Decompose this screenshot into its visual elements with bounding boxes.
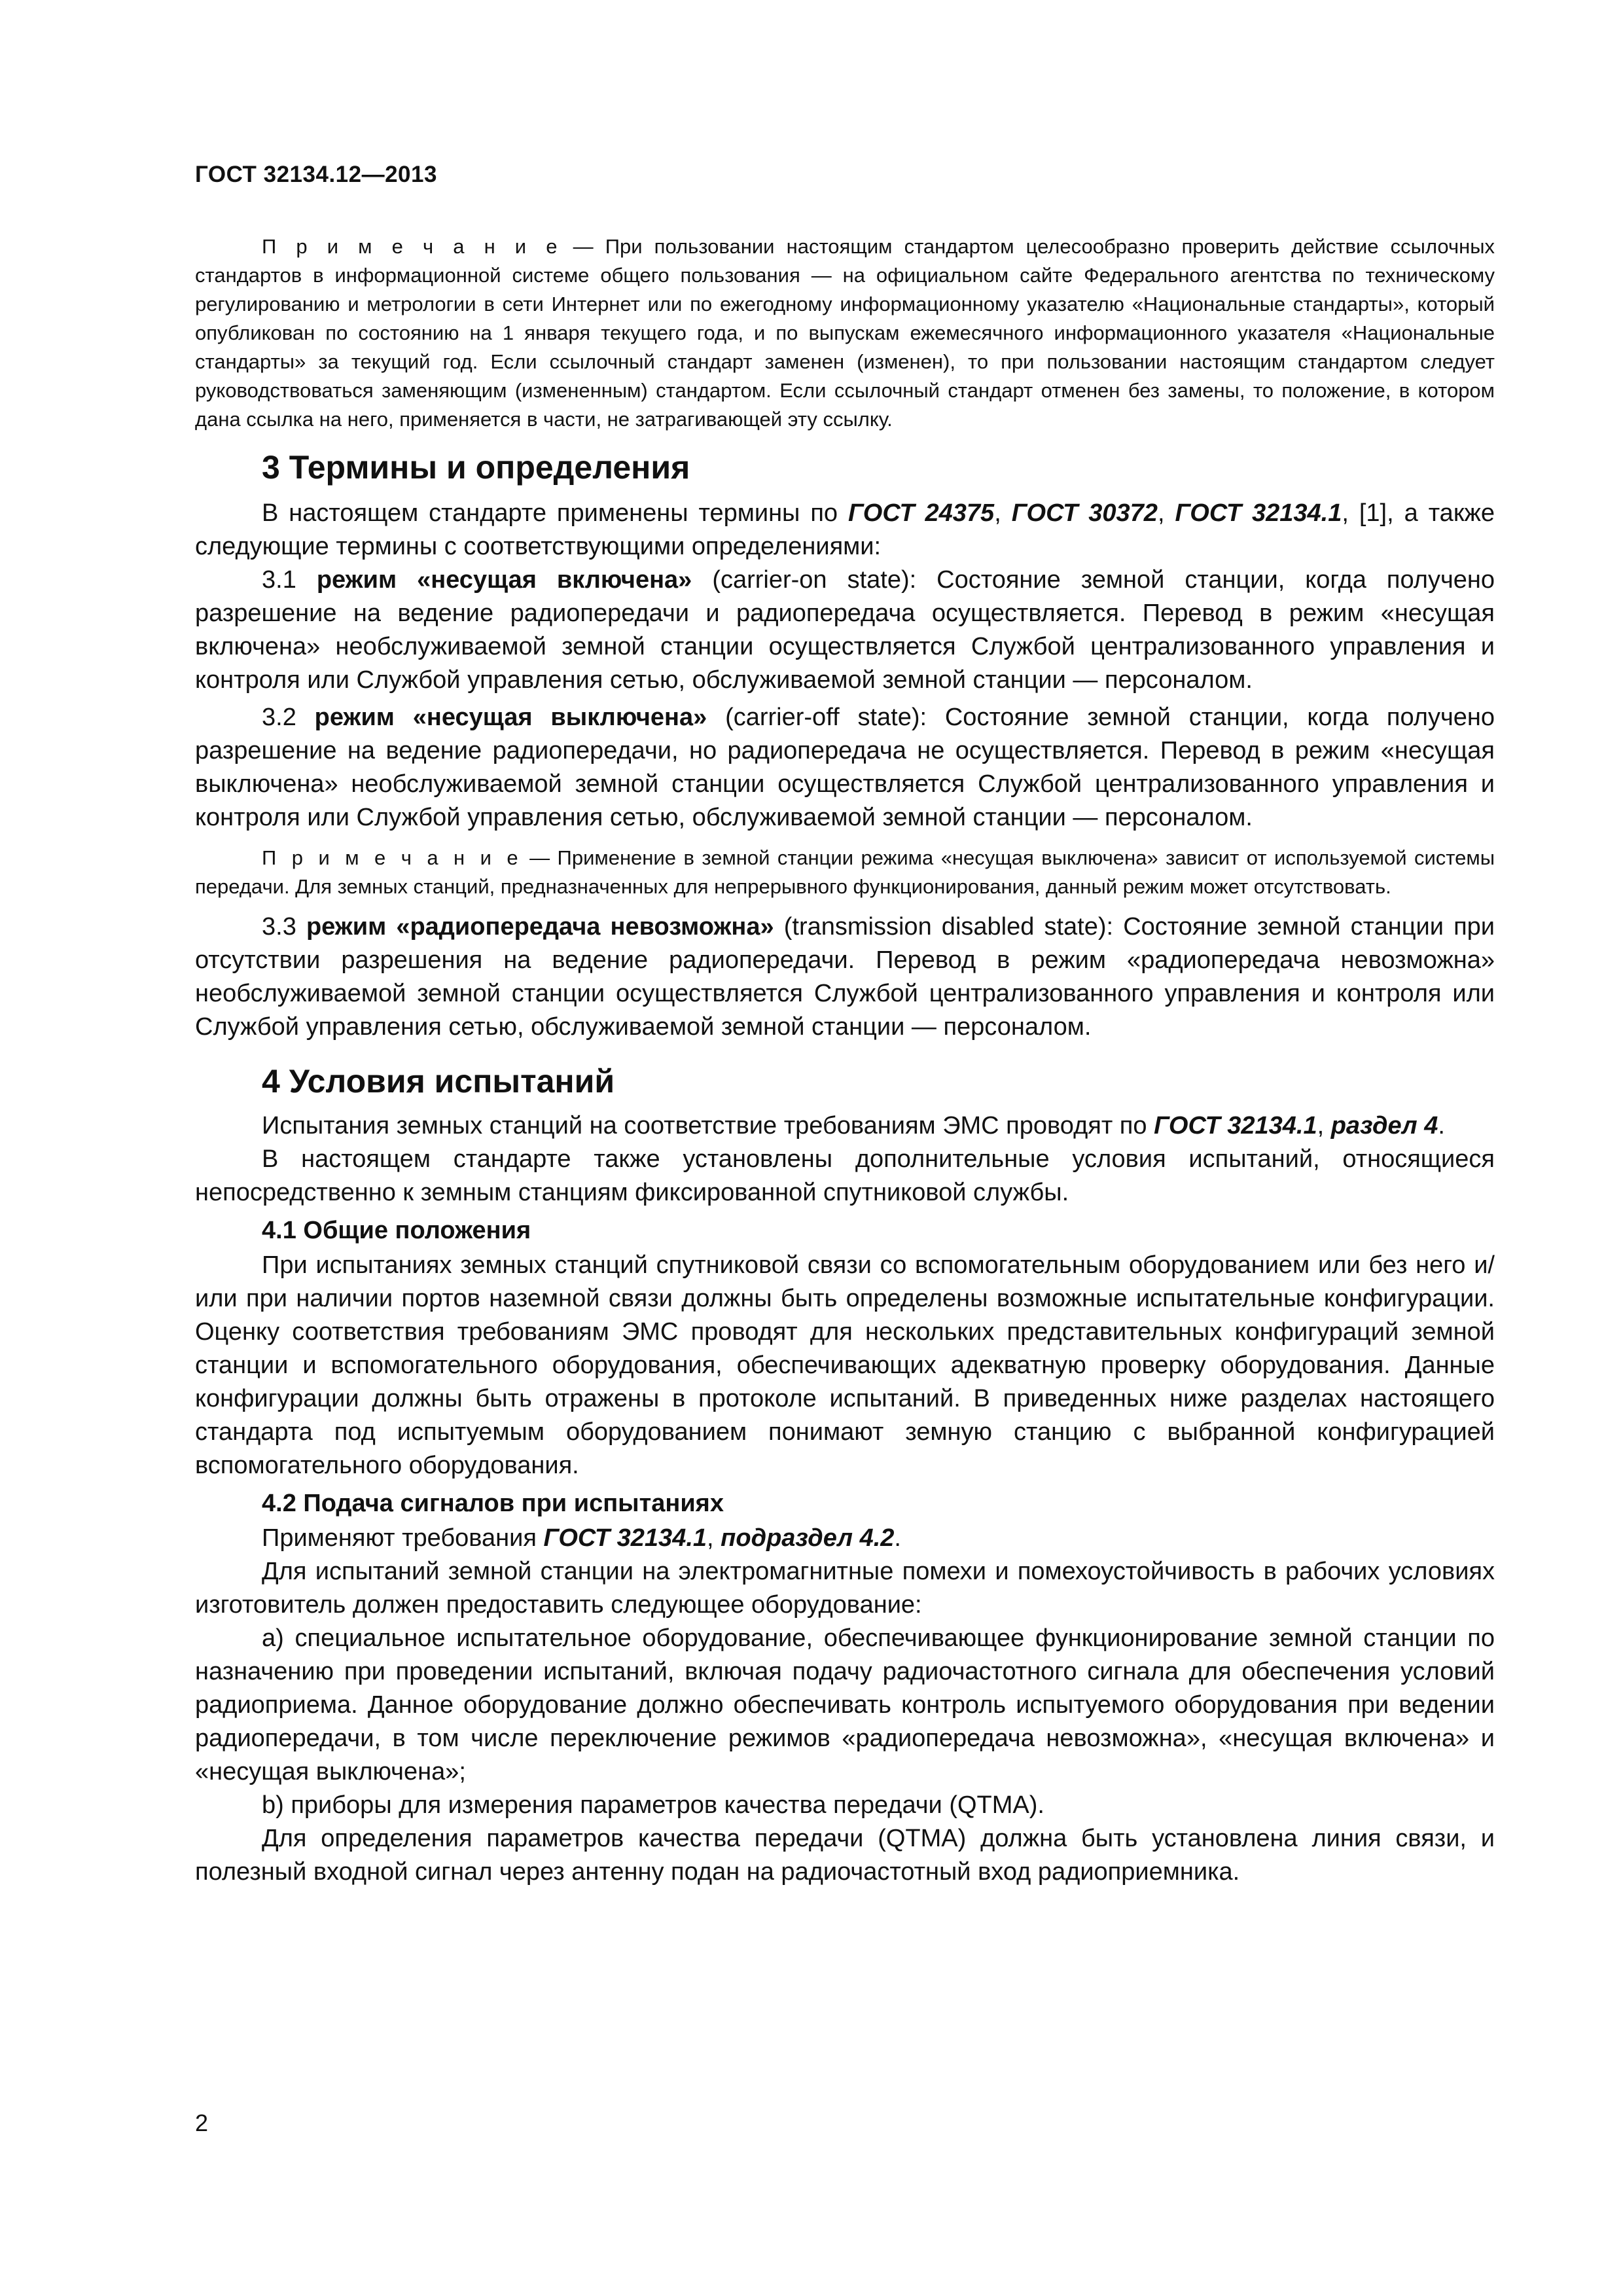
term-definition: (transmission disabled state): Состояние земной станции при отсутствии разрешения на ведение радиопередачи. Перевод в режим «радиопередача невозможна» необслуживаемой земной станции осуществляется Службой централизованного управления и контроля или Службой управления сетью, обслуживаемой земной станции — персоналом. [195,913,1495,1041]
term-note [195,844,1495,901]
ref-gost-24375: ГОСТ 24375 [847,499,995,527]
separator: , [994,499,1012,527]
document-header: ГОСТ 32134.12—2013 [195,162,437,187]
ref-gost-32134-1: ГОСТ 32134.1 [1175,499,1342,527]
term-number: 3.2 [262,704,315,731]
intro-text-end: . [1438,1112,1445,1139]
ref-subsection-4-2: подраздел 4.2 [721,1524,895,1552]
term-number: 3.1 [262,566,317,594]
term-name: режим «несущая выключена» [314,704,707,731]
subsection-4-2-requirement [195,1522,1495,1555]
note-text: — При пользовании настоящим стандартом целесообразно проверить действие ссылочных стандартов в информационной системе общего пользования — на официальном сайте Федерального агентства по техническому регулированию и метрологии в сети Интернет или по ежегодному информационному указателю «Национальные стандарты», который опубликован по состоянию на 1 января текущего года, и по выпускам ежемесячного информационного указателя «Национальные стандарты» за текущий год. Если ссылочный стандарт заменен (изменен), то при пользовании настоящим стандартом следует руководствоваться заменяющим (измененным) стандартом. Если ссылочный стандарт отменен без замены, то положение, в котором дана ссылка на него, применяется в части, не затрагивающей эту ссылку. [195,235,1495,431]
term-definition: (carrier-on state): Состояние земной станции, когда получено разрешение на ведение радиопередачи и радиопередача осуществляется. Перевод в режим «несущая включена» необслуживаемой земной станции осуществляется Службой централизованного управления и контроля или Службой управления сетью, обслуживаемой земной станции — персоналом. [195,566,1495,694]
term-3-2 [195,701,1495,834]
subsection-4-1-heading: 4.1 Общие положения [262,1217,531,1244]
section-4-heading: 4 Условия испытаний [262,1063,615,1100]
term-3-1 [195,564,1495,697]
note-label: П р и м е ч а н и е [262,846,522,869]
ref-section-4: раздел 4 [1330,1112,1438,1139]
section-4-intro [195,1109,1495,1143]
term-name: режим «несущая включена» [316,566,692,594]
term-name: режим «радиопередача невозможна» [306,913,774,941]
reference-note [195,232,1495,434]
subsection-4-2-heading: 4.2 Подача сигналов при испытаниях [262,1490,724,1517]
section-3-intro [195,497,1495,564]
note-label: П р и м е ч а н и е [262,235,562,258]
subsection-4-2-final-paragraph: Для определения параметров качества передачи (QTMA) должна быть установлена линия связи, и полезный входной сигнал через антенну подан на радиочастотный вход радиоприемника. [195,1825,1495,1886]
ref-gost-32134-1: ГОСТ 32134.1 [1154,1112,1317,1139]
term-definition: (carrier-off state): Состояние земной станции, когда получено разрешение на ведение радиопередачи, но радиопередача не осуществляется. Перевод в режим «несущая выключена» необслуживаемой земной станции осуществляется Службой централизованного управления и контроля или Службой управления сетью, обслуживаемой земной станции — персоналом. [195,704,1495,831]
term-number: 3.3 [262,913,306,941]
subsection-4-1-text: При испытаниях земных станций спутниковой связи со вспомогательным оборудованием или без него и/или при наличии портов наземной связи должны быть определены возможные испытательные конфигурации. Оценку соответствия требованиям ЭМС проводят для нескольких представительных конфигураций земной станции и вспомогательного оборудования, обеспечивающих адекватную проверку оборудования. Данные конфигурации должны быть отражены в протоколе испытаний. В приведенных ниже разделах настоящего стандарта под испытуемым оборудованием понимают земную станцию с выбранной конфигурацией вспомогательного оборудования. [195,1251,1495,1479]
separator: , [1157,499,1175,527]
list-item-a: а) специальное испытательное оборудование, обеспечивающее функционирование земной станции по назначению при проведении испытаний, включая подачу радиочастотного сигнала для обеспечения условий радиоприема. Данное оборудование должно обеспечивать контроль испытуемого оборудования при ведении радиопередачи, в том числе переключение режимов «радиопередача невозможна», «несущая включена» и «несущая выключена»; [195,1624,1495,1785]
ref-gost-32134-1: ГОСТ 32134.1 [543,1524,707,1552]
page-number: 2 [195,2109,209,2136]
note-text: — Применение в земной станции режима «несущая выключена» зависит от используемой системы передачи. Для земных станций, предназначенных для непрерывного функционирования, данный режим может отсутствовать. [195,846,1495,898]
term-3-3 [195,910,1495,1044]
section-4-paragraph: В настоящем стандарте также установлены дополнительные условия испытаний, относящиеся непосредственно к земным станциям фиксированной спутниковой службы. [195,1145,1495,1206]
requirement-text-end: . [894,1524,901,1552]
requirement-text: Применяют требования [262,1524,544,1552]
intro-text-end: , [1], а также следующие термины с соответствующими определениями: [195,499,1495,560]
subsection-4-2-paragraph: Для испытаний земной станции на электромагнитные помехи и помехоустойчивость в рабочих условиях изготовитель должен предоставить следующее оборудование: [195,1558,1495,1619]
page-content [195,232,1495,1889]
separator: , [1317,1112,1331,1139]
intro-text: Испытания земных станций на соответствие требованиям ЭМС проводят по [262,1112,1154,1139]
section-3-heading: 3 Термины и определения [262,449,690,486]
list-item-b: b) приборы для измерения параметров качества передачи (QTMA). [262,1791,1044,1819]
separator: , [707,1524,721,1552]
ref-gost-30372: ГОСТ 30372 [1011,499,1158,527]
intro-text: В настоящем стандарте применены термины по [262,499,848,527]
